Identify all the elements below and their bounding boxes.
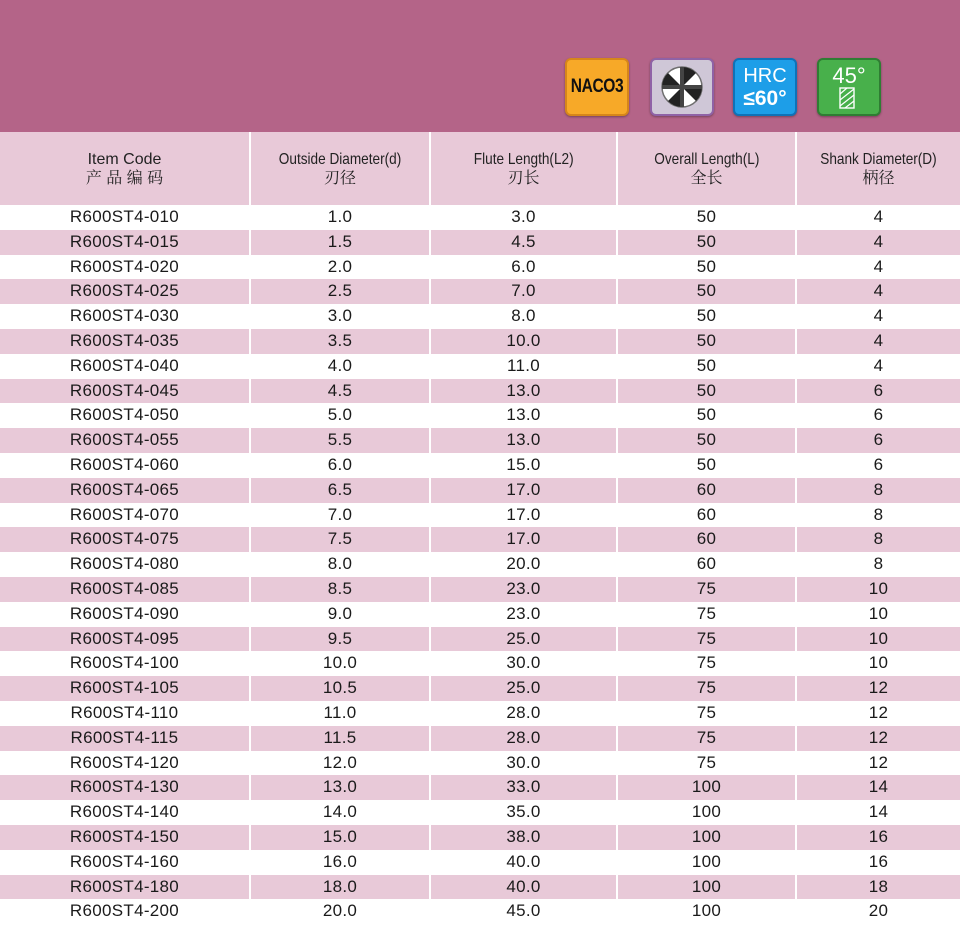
shank-diameter-cell: 12 [868, 727, 889, 747]
shank-diameter-cell: 10 [868, 603, 889, 623]
overall-length-cell: 60 [696, 504, 717, 524]
overall-length-cell: 75 [696, 678, 717, 698]
helix-angle-label: 45° [832, 63, 866, 88]
shank-diameter-cell: 16 [868, 851, 889, 871]
overall-length-cell: 100 [691, 876, 722, 896]
item-code-cell: R600ST4-020 [69, 256, 180, 276]
shank-diameter-cell: 10 [868, 578, 889, 598]
shank-diameter-cell: 4 [873, 281, 884, 301]
outside-diameter-cell: 3.5 [327, 330, 353, 350]
table-row [0, 800, 960, 825]
coating-badge [565, 58, 629, 116]
four-flute-cross-section-icon [652, 60, 712, 114]
table-row [0, 503, 960, 528]
flute-length-cell: 17.0 [506, 479, 541, 499]
table-row [0, 255, 960, 280]
item-code-cell: R600ST4-040 [69, 355, 180, 375]
flute-length-cell: 25.0 [506, 628, 541, 648]
table-row [0, 627, 960, 652]
overall-length-cell: 50 [696, 405, 717, 425]
item-code-cell: R600ST4-055 [69, 430, 180, 450]
shank-diameter-cell: 8 [873, 529, 884, 549]
column-divider [429, 132, 431, 929]
table-row [0, 875, 960, 900]
overall-length-cell: 50 [696, 454, 717, 474]
header-item-code: Item Code 产 品 编 码 [85, 150, 164, 187]
overall-length-cell: 50 [696, 355, 717, 375]
item-code-cell: R600ST4-045 [69, 380, 180, 400]
shank-diameter-cell: 6 [873, 430, 884, 450]
item-code-cell: R600ST4-130 [69, 777, 180, 797]
flute-length-cell: 28.0 [506, 727, 541, 747]
coating-label: NACO3 [570, 76, 624, 97]
hardness-badge [733, 58, 797, 116]
flute-length-cell: 11.0 [506, 355, 541, 375]
shank-diameter-cell: 8 [873, 554, 884, 574]
flute-length-cell: 13.0 [506, 430, 541, 450]
table-row [0, 850, 960, 875]
outside-diameter-cell: 1.5 [327, 231, 353, 251]
outside-diameter-cell: 9.5 [327, 628, 353, 648]
outside-diameter-cell: 8.0 [327, 554, 353, 574]
item-code-cell: R600ST4-160 [69, 851, 180, 871]
flute-length-cell: 25.0 [506, 678, 541, 698]
item-code-cell: R600ST4-095 [69, 628, 180, 648]
outside-diameter-cell: 5.0 [327, 405, 353, 425]
flute-length-cell: 23.0 [506, 603, 541, 623]
shank-diameter-cell: 16 [868, 826, 889, 846]
table-row [0, 453, 960, 478]
shank-diameter-cell: 10 [868, 628, 889, 648]
shank-diameter-cell: 14 [868, 777, 889, 797]
flute-length-cell: 20.0 [506, 554, 541, 574]
header-flute-length: Flute Length(L2) 刃长 [473, 150, 574, 187]
table-row [0, 701, 960, 726]
overall-length-cell: 100 [691, 851, 722, 871]
hardness-bottom-label: ≤60° [743, 87, 787, 110]
flute-length-cell: 10.0 [506, 330, 541, 350]
table-row [0, 577, 960, 602]
overall-length-cell: 50 [696, 207, 717, 226]
item-code-cell: R600ST4-050 [69, 405, 180, 425]
overall-length-cell: 75 [696, 702, 717, 722]
shank-diameter-cell: 4 [873, 330, 884, 350]
shank-diameter-cell: 12 [868, 678, 889, 698]
outside-diameter-cell: 20.0 [322, 901, 358, 921]
shank-diameter-cell: 6 [873, 454, 884, 474]
item-code-cell: R600ST4-085 [69, 578, 180, 598]
flute-length-cell: 38.0 [506, 826, 541, 846]
overall-length-cell: 75 [696, 628, 717, 648]
outside-diameter-cell: 8.5 [327, 578, 353, 598]
table-row [0, 751, 960, 776]
item-code-cell: R600ST4-070 [69, 504, 180, 524]
item-code-cell: R600ST4-150 [69, 826, 180, 846]
overall-length-cell: 100 [691, 826, 722, 846]
item-code-cell: R600ST4-140 [69, 802, 180, 822]
table-row [0, 825, 960, 850]
outside-diameter-cell: 11.5 [323, 727, 357, 747]
item-code-cell: R600ST4-010 [69, 207, 180, 226]
flute-count-badge [650, 58, 714, 116]
table-row [0, 354, 960, 379]
shank-diameter-cell: 18 [868, 876, 889, 896]
shank-diameter-cell: 6 [873, 380, 884, 400]
flute-length-cell: 4.5 [511, 231, 536, 251]
overall-length-cell: 75 [696, 727, 717, 747]
shank-diameter-cell: 12 [868, 702, 889, 722]
hardness-top-label: HRC [743, 65, 787, 87]
overall-length-cell: 50 [696, 430, 717, 450]
item-code-cell: R600ST4-035 [69, 330, 180, 350]
item-code-cell: R600ST4-080 [69, 554, 180, 574]
shank-diameter-cell: 12 [868, 752, 889, 772]
outside-diameter-cell: 2.0 [327, 256, 353, 276]
overall-length-cell: 100 [691, 777, 722, 797]
table-row [0, 205, 960, 230]
flute-length-cell: 13.0 [506, 405, 541, 425]
table-row [0, 775, 960, 800]
item-code-cell: R600ST4-060 [69, 454, 180, 474]
table-row [0, 676, 960, 701]
shank-diameter-cell: 6 [873, 405, 884, 425]
table-row [0, 304, 960, 329]
shank-diameter-cell: 10 [868, 653, 889, 673]
item-code-cell: R600ST4-025 [69, 281, 180, 301]
overall-length-cell: 60 [696, 479, 717, 499]
shank-diameter-cell: 4 [873, 207, 884, 226]
flute-length-cell: 28.0 [506, 702, 541, 722]
flute-length-cell: 3.0 [511, 207, 536, 226]
outside-diameter-cell: 5.5 [327, 430, 353, 450]
column-divider [795, 132, 797, 929]
overall-length-cell: 50 [696, 380, 717, 400]
flute-length-cell: 8.0 [511, 306, 536, 326]
outside-diameter-cell: 13.0 [322, 777, 358, 797]
shank-diameter-cell: 4 [873, 231, 884, 251]
overall-length-cell: 100 [691, 901, 722, 921]
outside-diameter-cell: 18.0 [322, 876, 358, 896]
flute-length-cell: 30.0 [506, 653, 541, 673]
outside-diameter-cell: 7.0 [327, 504, 353, 524]
outside-diameter-cell: 7.5 [327, 529, 353, 549]
header-outside-diameter: Outside Diameter(d) 刃径 [278, 150, 402, 187]
outside-diameter-cell: 15.0 [322, 826, 358, 846]
table-header [0, 132, 960, 205]
shank-diameter-cell: 8 [873, 504, 884, 524]
helix-hatch-icon [819, 60, 879, 114]
overall-length-cell: 50 [696, 281, 717, 301]
item-code-cell: R600ST4-120 [69, 752, 180, 772]
table-row [0, 478, 960, 503]
header-banner [0, 0, 960, 132]
outside-diameter-cell: 14.0 [322, 802, 358, 822]
flute-length-cell: 17.0 [506, 504, 541, 524]
outside-diameter-cell: 3.0 [327, 306, 353, 326]
overall-length-cell: 60 [696, 554, 717, 574]
table-row [0, 329, 960, 354]
shank-diameter-cell: 8 [873, 479, 884, 499]
table-body [0, 205, 960, 924]
item-code-cell: R600ST4-200 [69, 901, 180, 921]
overall-length-cell: 50 [696, 306, 717, 326]
flute-length-cell: 40.0 [506, 876, 541, 896]
overall-length-cell: 75 [696, 603, 717, 623]
item-code-cell: R600ST4-105 [69, 678, 180, 698]
overall-length-cell: 60 [696, 529, 717, 549]
table-row [0, 726, 960, 751]
item-code-cell: R600ST4-115 [70, 727, 179, 747]
overall-length-cell: 50 [696, 231, 717, 251]
item-code-cell: R600ST4-065 [69, 479, 180, 499]
outside-diameter-cell: 6.0 [327, 454, 353, 474]
outside-diameter-cell: 11.0 [323, 702, 357, 722]
outside-diameter-cell: 4.0 [327, 355, 353, 375]
flute-length-cell: 45.0 [506, 901, 541, 921]
shank-diameter-cell: 20 [868, 901, 889, 921]
overall-length-cell: 75 [696, 653, 717, 673]
item-code-cell: R600ST4-180 [69, 876, 180, 896]
flute-length-cell: 40.0 [506, 851, 541, 871]
flute-length-cell: 7.0 [511, 281, 536, 301]
flute-length-cell: 17.0 [506, 529, 541, 549]
overall-length-cell: 50 [696, 330, 717, 350]
flute-length-cell: 15.0 [506, 454, 541, 474]
outside-diameter-cell: 10.0 [322, 653, 358, 673]
table-row [0, 403, 960, 428]
item-code-cell: R600ST4-110 [70, 702, 179, 722]
overall-length-cell: 75 [696, 578, 717, 598]
outside-diameter-cell: 12.0 [322, 752, 358, 772]
item-code-cell: R600ST4-075 [69, 529, 180, 549]
outside-diameter-cell: 6.5 [327, 479, 353, 499]
table-row [0, 651, 960, 676]
item-code-cell: R600ST4-100 [69, 653, 180, 673]
table-row [0, 279, 960, 304]
outside-diameter-cell: 1.0 [327, 207, 353, 226]
table-row [0, 230, 960, 255]
outside-diameter-cell: 16.0 [322, 851, 358, 871]
shank-diameter-cell: 4 [873, 256, 884, 276]
header-shank-diameter: Shank Diameter(D) 柄径 [820, 150, 937, 187]
flute-length-cell: 33.0 [506, 777, 541, 797]
shank-diameter-cell: 4 [873, 355, 884, 375]
table-row [0, 527, 960, 552]
overall-length-cell: 100 [691, 802, 722, 822]
item-code-cell: R600ST4-015 [69, 231, 180, 251]
table-row [0, 379, 960, 404]
flute-length-cell: 6.0 [511, 256, 536, 276]
table-row [0, 602, 960, 627]
flute-length-cell: 35.0 [506, 802, 541, 822]
table-row [0, 899, 960, 924]
column-divider [249, 132, 251, 929]
shank-diameter-cell: 14 [868, 802, 889, 822]
overall-length-cell: 75 [696, 752, 717, 772]
item-code-cell: R600ST4-090 [69, 603, 180, 623]
table-row [0, 428, 960, 453]
header-overall-length: Overall Length(L) 全长 [653, 150, 760, 187]
outside-diameter-cell: 9.0 [327, 603, 353, 623]
outside-diameter-cell: 4.5 [327, 380, 353, 400]
table-row [0, 552, 960, 577]
item-code-cell: R600ST4-030 [69, 306, 180, 326]
outside-diameter-cell: 2.5 [327, 281, 353, 301]
overall-length-cell: 50 [696, 256, 717, 276]
helix-angle-badge [817, 58, 881, 116]
column-divider [616, 132, 618, 929]
outside-diameter-cell: 10.5 [322, 678, 358, 698]
shank-diameter-cell: 4 [873, 306, 884, 326]
flute-length-cell: 13.0 [506, 380, 541, 400]
flute-length-cell: 23.0 [506, 578, 541, 598]
flute-length-cell: 30.0 [506, 752, 541, 772]
